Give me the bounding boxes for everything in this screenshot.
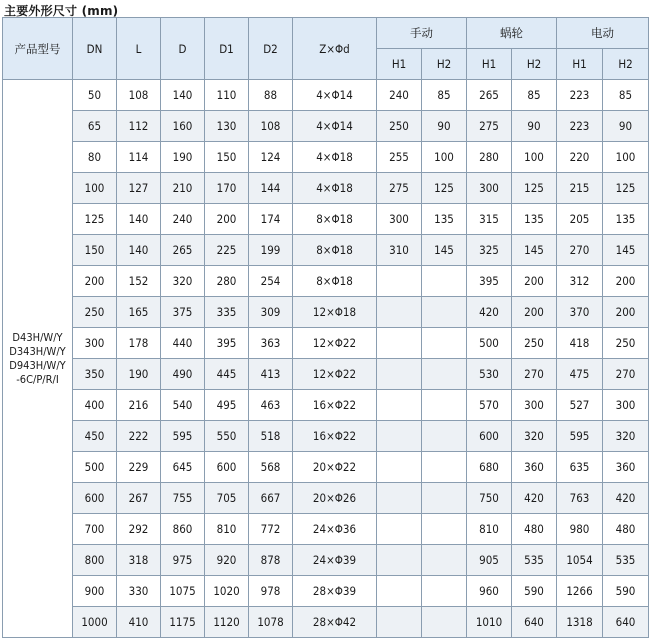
cell-l: 410 [117,607,161,638]
header-worm-h2: H2 [512,49,557,80]
cell-z: 4×Φ14 [293,80,377,111]
cell-d2: 1078 [249,607,293,638]
cell-mh2 [422,266,467,297]
cell-d: 440 [161,328,205,359]
cell-d2: 772 [249,514,293,545]
cell-wh2: 420 [512,483,557,514]
cell-mh1 [377,390,422,421]
table-row [3,297,649,328]
header-manual-h2: H2 [422,49,467,80]
cell-eh2: 320 [603,421,649,452]
cell-d2: 254 [249,266,293,297]
cell-d2: 978 [249,576,293,607]
model-line: -6C/P/R/I [16,372,59,386]
cell-eh2: 535 [603,545,649,576]
cell-d1: 810 [205,514,249,545]
table-row [3,173,649,204]
cell-eh1: 220 [557,142,603,173]
cell-wh2: 320 [512,421,557,452]
table-row [3,204,649,235]
cell-eh1: 1318 [557,607,603,638]
cell-eh1: 418 [557,328,603,359]
table-row [3,576,649,607]
cell-d: 210 [161,173,205,204]
cell-mh1: 300 [377,204,422,235]
cell-mh2: 145 [422,235,467,266]
cell-mh2 [422,359,467,390]
table-row [3,421,649,452]
cell-mh2 [422,328,467,359]
cell-wh1: 280 [467,142,512,173]
cell-mh1 [377,514,422,545]
cell-d1: 170 [205,173,249,204]
cell-mh1 [377,545,422,576]
cell-wh1: 395 [467,266,512,297]
model-cell [3,80,73,638]
cell-d2: 463 [249,390,293,421]
table-row [3,545,649,576]
cell-wh1: 265 [467,80,512,111]
cell-eh1: 312 [557,266,603,297]
table-row [3,80,649,111]
cell-eh2: 480 [603,514,649,545]
cell-mh2: 135 [422,204,467,235]
cell-eh2: 125 [603,173,649,204]
cell-dn: 125 [73,204,117,235]
cell-dn: 50 [73,80,117,111]
cell-eh2: 200 [603,266,649,297]
cell-d: 1075 [161,576,205,607]
cell-d2: 309 [249,297,293,328]
cell-d1: 550 [205,421,249,452]
cell-wh2: 145 [512,235,557,266]
cell-eh2: 200 [603,297,649,328]
header-group-electric: 电动 [557,18,649,49]
cell-wh2: 640 [512,607,557,638]
cell-mh2: 85 [422,80,467,111]
cell-d1: 445 [205,359,249,390]
cell-l: 216 [117,390,161,421]
cell-d: 490 [161,359,205,390]
cell-d1: 130 [205,111,249,142]
cell-eh2: 100 [603,142,649,173]
cell-z: 24×Φ36 [293,514,377,545]
cell-d1: 280 [205,266,249,297]
cell-d: 645 [161,452,205,483]
cell-dn: 150 [73,235,117,266]
cell-wh1: 600 [467,421,512,452]
cell-z: 28×Φ39 [293,576,377,607]
cell-z: 16×Φ22 [293,390,377,421]
table-row [3,390,649,421]
cell-d: 755 [161,483,205,514]
cell-l: 222 [117,421,161,452]
cell-l: 140 [117,204,161,235]
cell-wh1: 570 [467,390,512,421]
header-l: L [117,18,161,80]
cell-d1: 225 [205,235,249,266]
cell-mh2 [422,297,467,328]
cell-mh2 [422,576,467,607]
cell-d2: 199 [249,235,293,266]
cell-d: 375 [161,297,205,328]
cell-d2: 878 [249,545,293,576]
cell-dn: 400 [73,390,117,421]
cell-wh1: 1010 [467,607,512,638]
cell-dn: 1000 [73,607,117,638]
cell-d: 595 [161,421,205,452]
cell-d: 320 [161,266,205,297]
cell-l: 152 [117,266,161,297]
cell-eh1: 223 [557,80,603,111]
cell-l: 267 [117,483,161,514]
cell-dn: 80 [73,142,117,173]
cell-mh2: 90 [422,111,467,142]
cell-l: 292 [117,514,161,545]
cell-d2: 518 [249,421,293,452]
cell-wh2: 270 [512,359,557,390]
cell-dn: 900 [73,576,117,607]
cell-eh1: 763 [557,483,603,514]
cell-wh2: 250 [512,328,557,359]
header-d: D [161,18,205,80]
cell-mh2 [422,483,467,514]
cell-wh1: 810 [467,514,512,545]
table-row [3,514,649,545]
cell-eh2: 360 [603,452,649,483]
cell-wh1: 500 [467,328,512,359]
cell-d: 160 [161,111,205,142]
cell-wh2: 360 [512,452,557,483]
cell-mh1 [377,452,422,483]
cell-l: 178 [117,328,161,359]
cell-dn: 700 [73,514,117,545]
cell-z: 12×Φ22 [293,328,377,359]
cell-wh1: 420 [467,297,512,328]
dimensions-table-wrapper [2,17,649,638]
cell-d1: 920 [205,545,249,576]
cell-l: 330 [117,576,161,607]
cell-z: 4×Φ18 [293,142,377,173]
cell-wh1: 530 [467,359,512,390]
cell-d1: 200 [205,204,249,235]
cell-mh1 [377,576,422,607]
cell-eh1: 635 [557,452,603,483]
header-bolt-holes: Z×Φd [293,18,377,80]
table-row [3,235,649,266]
cell-wh2: 90 [512,111,557,142]
cell-mh2 [422,607,467,638]
cell-z: 8×Φ18 [293,204,377,235]
cell-dn: 200 [73,266,117,297]
cell-l: 108 [117,80,161,111]
cell-dn: 450 [73,421,117,452]
cell-eh2: 135 [603,204,649,235]
cell-mh2 [422,390,467,421]
cell-wh2: 200 [512,297,557,328]
table-row [3,111,649,142]
cell-eh1: 223 [557,111,603,142]
cell-mh2 [422,421,467,452]
cell-eh1: 475 [557,359,603,390]
cell-eh2: 145 [603,235,649,266]
cell-mh2: 125 [422,173,467,204]
cell-d1: 1020 [205,576,249,607]
cell-mh1 [377,297,422,328]
cell-eh2: 590 [603,576,649,607]
cell-eh2: 250 [603,328,649,359]
cell-wh2: 85 [512,80,557,111]
cell-d1: 495 [205,390,249,421]
header-model: 产品型号 [3,18,73,80]
cell-wh2: 135 [512,204,557,235]
table-body [3,80,649,638]
cell-mh2 [422,545,467,576]
cell-z: 4×Φ18 [293,173,377,204]
cell-z: 8×Φ18 [293,235,377,266]
cell-eh1: 370 [557,297,603,328]
header-group-worm: 蜗轮 [467,18,557,49]
header-manual-h1: H1 [377,49,422,80]
cell-eh1: 1054 [557,545,603,576]
header-dn: DN [73,18,117,80]
cell-wh1: 960 [467,576,512,607]
cell-dn: 300 [73,328,117,359]
page-title: 主要外形尺寸 (mm) [4,4,119,18]
cell-d: 140 [161,80,205,111]
cell-l: 190 [117,359,161,390]
cell-mh2: 100 [422,142,467,173]
cell-dn: 500 [73,452,117,483]
cell-mh1: 250 [377,111,422,142]
cell-mh1 [377,328,422,359]
dimensions-table [2,17,649,638]
header-worm-h1: H1 [467,49,512,80]
cell-eh1: 215 [557,173,603,204]
cell-d1: 150 [205,142,249,173]
table-row [3,328,649,359]
cell-d2: 108 [249,111,293,142]
cell-mh1: 255 [377,142,422,173]
cell-wh1: 680 [467,452,512,483]
table-row [3,483,649,514]
cell-d1: 600 [205,452,249,483]
cell-d2: 363 [249,328,293,359]
cell-wh1: 315 [467,204,512,235]
cell-eh1: 980 [557,514,603,545]
cell-d2: 568 [249,452,293,483]
cell-mh1: 275 [377,173,422,204]
cell-d: 265 [161,235,205,266]
cell-d: 540 [161,390,205,421]
cell-mh1: 310 [377,235,422,266]
model-line: D43H/W/Y [12,330,63,344]
model-line: D943H/W/Y [9,358,66,372]
cell-d: 860 [161,514,205,545]
cell-l: 165 [117,297,161,328]
cell-d1: 395 [205,328,249,359]
header-group-manual: 手动 [377,18,467,49]
cell-mh1 [377,483,422,514]
cell-eh1: 527 [557,390,603,421]
cell-wh1: 300 [467,173,512,204]
cell-eh2: 420 [603,483,649,514]
table-row [3,359,649,390]
cell-mh1 [377,359,422,390]
cell-eh1: 595 [557,421,603,452]
cell-mh1 [377,607,422,638]
cell-wh1: 275 [467,111,512,142]
cell-l: 229 [117,452,161,483]
cell-dn: 65 [73,111,117,142]
table-row [3,142,649,173]
cell-dn: 100 [73,173,117,204]
cell-d2: 88 [249,80,293,111]
cell-wh1: 325 [467,235,512,266]
cell-z: 8×Φ18 [293,266,377,297]
cell-z: 16×Φ22 [293,421,377,452]
cell-wh1: 750 [467,483,512,514]
cell-eh2: 90 [603,111,649,142]
cell-wh2: 535 [512,545,557,576]
cell-eh1: 1266 [557,576,603,607]
cell-l: 114 [117,142,161,173]
cell-z: 20×Φ22 [293,452,377,483]
cell-l: 318 [117,545,161,576]
cell-d2: 413 [249,359,293,390]
cell-eh2: 640 [603,607,649,638]
cell-mh1 [377,266,422,297]
cell-z: 24×Φ39 [293,545,377,576]
model-line: D343H/W/Y [9,344,66,358]
cell-d2: 144 [249,173,293,204]
cell-d1: 110 [205,80,249,111]
cell-d2: 174 [249,204,293,235]
header-electric-h1: H1 [557,49,603,80]
cell-mh2 [422,514,467,545]
cell-dn: 600 [73,483,117,514]
cell-eh1: 205 [557,204,603,235]
cell-dn: 800 [73,545,117,576]
cell-z: 28×Φ42 [293,607,377,638]
cell-eh1: 270 [557,235,603,266]
cell-mh1 [377,421,422,452]
cell-l: 112 [117,111,161,142]
cell-wh2: 300 [512,390,557,421]
header-electric-h2: H2 [603,49,649,80]
cell-wh2: 100 [512,142,557,173]
cell-d: 240 [161,204,205,235]
cell-d: 975 [161,545,205,576]
cell-wh2: 590 [512,576,557,607]
cell-dn: 250 [73,297,117,328]
table-row [3,266,649,297]
cell-d1: 705 [205,483,249,514]
cell-wh1: 905 [467,545,512,576]
cell-dn: 350 [73,359,117,390]
cell-mh1: 240 [377,80,422,111]
table-row [3,607,649,638]
cell-z: 4×Φ14 [293,111,377,142]
cell-d2: 124 [249,142,293,173]
cell-d: 1175 [161,607,205,638]
cell-d1: 335 [205,297,249,328]
cell-mh2 [422,452,467,483]
cell-z: 20×Φ26 [293,483,377,514]
cell-eh2: 270 [603,359,649,390]
cell-wh2: 125 [512,173,557,204]
cell-d1: 1120 [205,607,249,638]
header-d2: D2 [249,18,293,80]
cell-l: 140 [117,235,161,266]
cell-z: 12×Φ22 [293,359,377,390]
cell-wh2: 480 [512,514,557,545]
cell-eh2: 300 [603,390,649,421]
cell-d2: 667 [249,483,293,514]
cell-d: 190 [161,142,205,173]
header-d1: D1 [205,18,249,80]
cell-eh2: 85 [603,80,649,111]
cell-l: 127 [117,173,161,204]
cell-z: 12×Φ18 [293,297,377,328]
cell-wh2: 200 [512,266,557,297]
table-row [3,452,649,483]
